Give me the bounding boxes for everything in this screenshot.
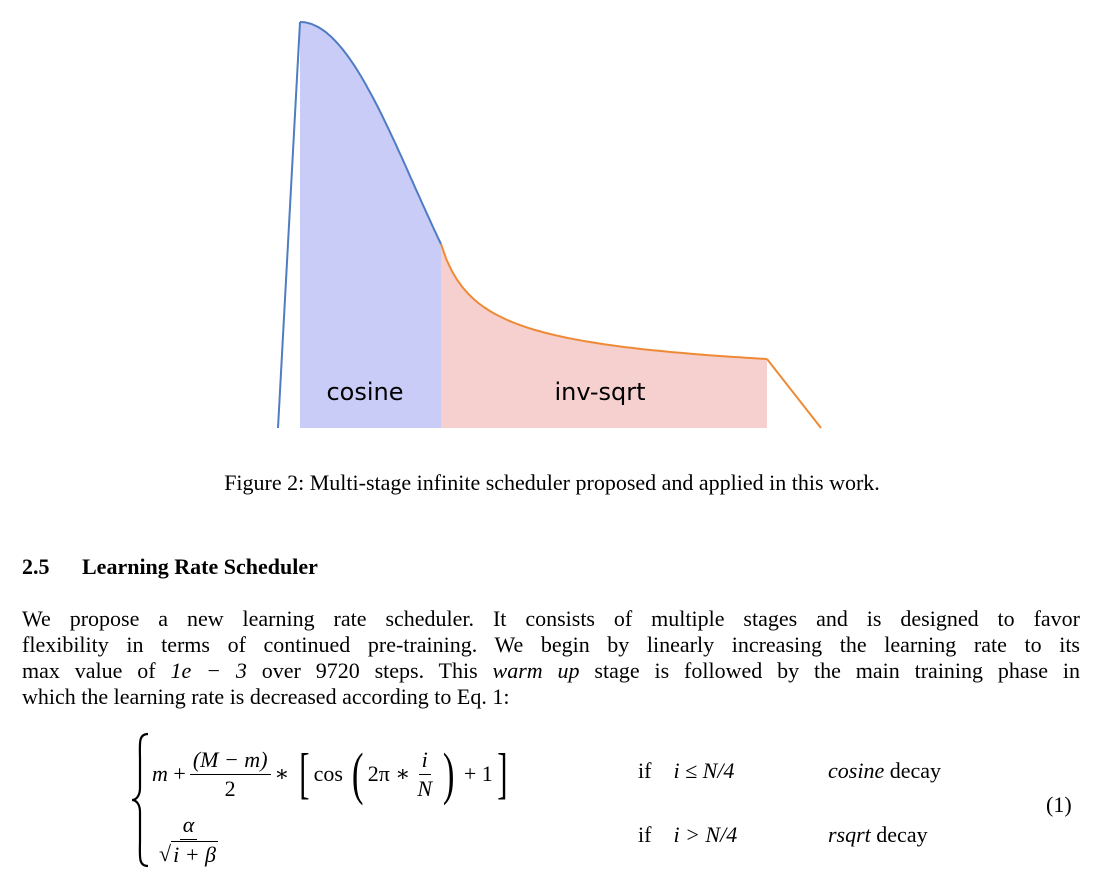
condition-1: if i ≤ N/4 bbox=[638, 758, 735, 783]
fraction: α √ i + β bbox=[159, 812, 216, 867]
rsqrt-case-expression bbox=[152, 810, 225, 870]
equation-1 bbox=[130, 730, 1090, 870]
cosine-case-expression: m + $\frac{(M - m)}{2}$ ∗ [ cos ( 2π ∗ $\frac{i}{N}$ ) + 1 ] bbox=[152, 741, 508, 806]
cosine-stage-label: cosine bbox=[326, 378, 404, 406]
equation-number: (1) bbox=[1046, 792, 1072, 817]
paragraph-line: which the learning rate is decreased according to Eq. 1: bbox=[22, 684, 510, 709]
final-decay-line bbox=[767, 359, 821, 428]
left-brace bbox=[130, 730, 150, 870]
section-number: 2.5 bbox=[22, 554, 50, 579]
figure-caption: Figure 2: Multi-stage infinite scheduler proposed and applied in this work. bbox=[224, 470, 880, 495]
inline-math: 1e − 3 bbox=[170, 658, 247, 683]
decay-label-1: cosine decay bbox=[828, 758, 941, 783]
condition-2: if i > N/4 bbox=[638, 822, 738, 847]
warmup-line bbox=[278, 22, 300, 428]
decay-label-2: rsqrt decay bbox=[828, 822, 928, 847]
section-title: Learning Rate Scheduler bbox=[82, 554, 318, 579]
body-paragraph bbox=[22, 606, 1080, 710]
emphasis: warm up bbox=[492, 658, 580, 683]
paragraph-line: flexibility in terms of continued pre-training. We begin by linearly increasing the learning rate to its bbox=[22, 632, 1080, 657]
fraction: $\frac{(M - m)}{2}$ bbox=[190, 747, 271, 802]
fraction: $\frac{i}{N}$ bbox=[417, 746, 433, 801]
paragraph-line: We propose a new learning rate scheduler. It consists of multiple stages and is designed to favor bbox=[22, 606, 1080, 631]
section-heading bbox=[22, 554, 318, 580]
paragraph-line: max value of 1e − 3 over 9720 steps. This warm up stage is followed by the main training phase in bbox=[22, 658, 1080, 683]
inv-sqrt-stage-label: inv-sqrt bbox=[554, 378, 646, 406]
cosine-stage-area bbox=[300, 22, 441, 428]
